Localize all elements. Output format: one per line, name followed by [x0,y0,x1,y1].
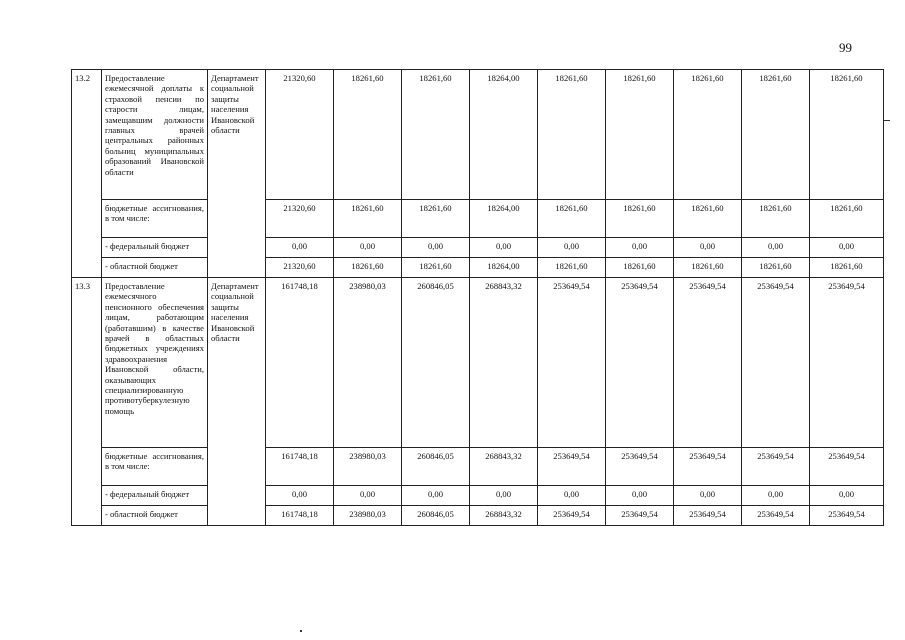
value-cell: 260846,05 [402,278,470,448]
sub-label: бюджетные ассигнования, в том числе: [102,200,208,238]
value-cell: 253649,54 [742,278,810,448]
measure-name: Предоставление ежемесячного пенсионного обеспечения лицам, работающим (работавшим) в качестве врачей в областных бюджетных учреждениях здравоохранения Ивановской области, оказывающих специализированную противотуберкулезную помощь [102,278,208,448]
value-cell: 253649,54 [810,506,884,526]
value-cell: 18261,60 [402,70,470,200]
value-cell: 21320,60 [266,200,334,238]
value-cell: 0,00 [606,238,674,258]
value-cell: 253649,54 [810,448,884,486]
value-cell: 21320,60 [266,258,334,278]
value-cell: 253649,54 [538,506,606,526]
value-cell: 21320,60 [266,70,334,200]
value-cell: 0,00 [334,238,402,258]
value-cell: 0,00 [538,486,606,506]
sub-label: - федеральный бюджет [102,238,208,258]
value-cell: 253649,54 [810,278,884,448]
value-cell: 18264,00 [470,70,538,200]
value-cell: 161748,18 [266,506,334,526]
table-row [72,486,884,506]
sub-label: - областной бюджет [102,506,208,526]
value-cell: 18261,60 [742,200,810,238]
value-cell: 268843,32 [470,506,538,526]
value-cell: 253649,54 [742,448,810,486]
value-cell: 18261,60 [334,200,402,238]
value-cell: 18264,00 [470,258,538,278]
value-cell: 18261,60 [538,258,606,278]
value-cell: 238980,03 [334,278,402,448]
scan-dot [300,630,302,632]
value-cell: 253649,54 [606,448,674,486]
value-cell: 268843,32 [470,278,538,448]
measure-name: Предоставление ежемесячной доплаты к страховой пенсии по старости лицам, замещавшим должности главных врачей центральных районных больниц муниципальных образований Ивановской области [102,70,208,200]
value-cell: 268843,32 [470,448,538,486]
table-row [72,506,884,526]
value-cell: 18261,60 [742,70,810,200]
value-cell: 260846,05 [402,448,470,486]
department: Департамент социальной защиты населения Ивановской области [208,278,266,526]
value-cell: 0,00 [742,486,810,506]
sub-label: бюджетные ассигнования, в том числе: [102,448,208,486]
scan-mark [884,120,890,121]
value-cell: 0,00 [674,486,742,506]
value-cell: 253649,54 [742,506,810,526]
value-cell: 18261,60 [674,258,742,278]
value-cell: 0,00 [334,486,402,506]
value-cell: 0,00 [606,486,674,506]
value-cell: 238980,03 [334,448,402,486]
value-cell: 0,00 [470,486,538,506]
row-number: 13.3 [72,278,102,526]
value-cell: 253649,54 [606,278,674,448]
value-cell: 253649,54 [674,448,742,486]
value-cell: 253649,54 [538,448,606,486]
table-row [72,278,884,448]
value-cell: 0,00 [402,486,470,506]
value-cell: 260846,05 [402,506,470,526]
value-cell: 0,00 [810,486,884,506]
value-cell: 18261,60 [606,70,674,200]
value-cell: 18261,60 [402,258,470,278]
page-number: 99 [839,40,852,55]
value-cell: 18261,60 [742,258,810,278]
value-cell: 18261,60 [334,258,402,278]
value-cell: 161748,18 [266,448,334,486]
value-cell: 253649,54 [674,278,742,448]
value-cell: 18261,60 [606,200,674,238]
value-cell: 0,00 [538,238,606,258]
row-number: 13.2 [72,70,102,278]
value-cell: 18261,60 [402,200,470,238]
value-cell: 18261,60 [810,70,884,200]
table-row [72,70,884,200]
value-cell: 0,00 [742,238,810,258]
value-cell: 18261,60 [606,258,674,278]
value-cell: 253649,54 [674,506,742,526]
table-row [72,238,884,258]
table-row [72,200,884,238]
value-cell: 0,00 [674,238,742,258]
value-cell: 18264,00 [470,200,538,238]
department: Департамент социальной защиты населения Ивановской области [208,70,266,278]
value-cell: 18261,60 [538,70,606,200]
value-cell: 238980,03 [334,506,402,526]
value-cell: 18261,60 [674,200,742,238]
value-cell: 18261,60 [334,70,402,200]
value-cell: 18261,60 [538,200,606,238]
value-cell: 0,00 [402,238,470,258]
sub-label: - областной бюджет [102,258,208,278]
value-cell: 0,00 [470,238,538,258]
value-cell: 18261,60 [810,258,884,278]
sub-label: - федеральный бюджет [102,486,208,506]
value-cell: 161748,18 [266,278,334,448]
value-cell: 18261,60 [674,70,742,200]
value-cell: 0,00 [266,486,334,506]
value-cell: 18261,60 [810,200,884,238]
budget-table [71,69,884,526]
table-row [72,448,884,486]
value-cell: 253649,54 [606,506,674,526]
value-cell: 0,00 [266,238,334,258]
table-row [72,258,884,278]
value-cell: 253649,54 [538,278,606,448]
value-cell: 0,00 [810,238,884,258]
